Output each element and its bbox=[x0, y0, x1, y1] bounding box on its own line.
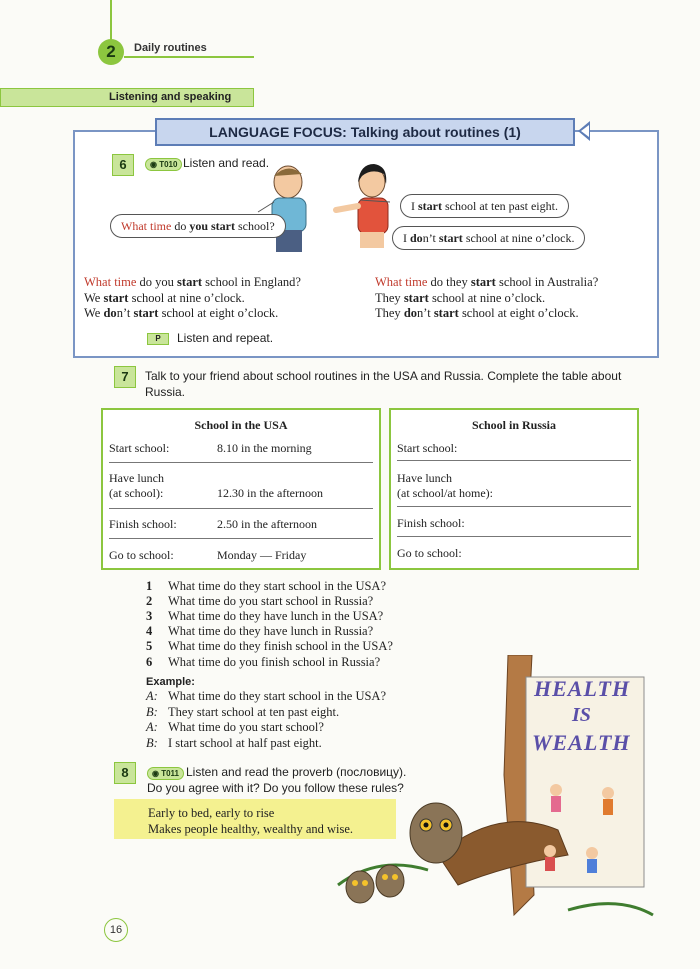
usa-row-divider-1 bbox=[109, 462, 373, 463]
table-russia-title: School in Russia bbox=[471, 418, 557, 432]
right-dialogue bbox=[375, 275, 598, 322]
russia-lunch-label bbox=[397, 471, 493, 501]
question-3 bbox=[146, 609, 383, 624]
russia-row-divider-3[interactable] bbox=[397, 536, 631, 537]
bubble-answer-2-start: start bbox=[438, 231, 463, 245]
example-line-4-text: I start school at half past eight. bbox=[168, 736, 322, 750]
left-line-3-e: school at eight o’clock. bbox=[158, 306, 279, 320]
exercise-6-number: 6 bbox=[112, 154, 134, 176]
usa-finish-value: 2.50 in the afternoon bbox=[217, 517, 317, 531]
right-line-3-d: start bbox=[433, 306, 459, 320]
right-line-1-a: What time bbox=[375, 275, 428, 289]
exercise-8-instruction-2: Do you agree with it? Do you follow these rules? bbox=[147, 781, 404, 795]
question-1-text: What time do they start school in the USA? bbox=[168, 579, 387, 593]
example-line-1-speaker: A: bbox=[146, 689, 158, 703]
left-line-2-a: We bbox=[84, 290, 104, 305]
russia-lunch-label-2: (at school/at home): bbox=[397, 486, 493, 500]
question-4 bbox=[146, 624, 373, 639]
question-6-text: What time do you finish school in Russia? bbox=[168, 655, 381, 669]
exercise-8-number: 8 bbox=[114, 762, 136, 784]
example-line-3-speaker: A: bbox=[146, 720, 158, 734]
poster-line-3: WEALTH bbox=[532, 730, 631, 755]
bubble-question-you: you bbox=[189, 219, 212, 233]
left-line-1-c: start bbox=[177, 275, 203, 289]
usa-lunch-value: 12.30 in the afternoon bbox=[217, 486, 323, 500]
right-line-2-c: school at nine o’clock. bbox=[428, 290, 546, 305]
p-badge: P bbox=[147, 333, 169, 345]
unit-number-badge: 2 bbox=[98, 39, 124, 65]
cd-track-badge[interactable]: ◉ T010 bbox=[145, 158, 182, 171]
proverb-line-1: Early to bed, early to rise bbox=[148, 806, 275, 820]
question-1 bbox=[146, 579, 386, 594]
left-line-3-b: do bbox=[103, 306, 117, 320]
russia-lunch-label-1: Have lunch bbox=[397, 471, 452, 485]
example-line-2-speaker: B: bbox=[146, 705, 158, 719]
right-line-2-a: They bbox=[375, 290, 404, 305]
bubble-question bbox=[110, 214, 286, 238]
example-line-2-text: They start school at ten past eight. bbox=[168, 705, 340, 719]
example-line-1-text: What time do they start school in the USA? bbox=[168, 689, 387, 703]
page-number: 16 bbox=[104, 918, 128, 942]
left-line-3-a: We bbox=[84, 306, 104, 320]
example-label: Example: bbox=[146, 676, 195, 688]
poster-line-2: IS bbox=[572, 704, 591, 726]
russia-finish-label: Finish school: bbox=[397, 516, 465, 530]
example-line-2 bbox=[146, 705, 339, 720]
right-line-3-a: They bbox=[375, 306, 404, 320]
right-line-1 bbox=[375, 275, 598, 291]
unit-title: Daily routines bbox=[134, 42, 207, 54]
right-line-3-b: do bbox=[403, 306, 418, 320]
proverb-line-2: Makes people healthy, wealthy and wise. bbox=[148, 822, 354, 836]
banner-arrow-inner bbox=[581, 125, 589, 137]
bubble-answer-2-rest: school at nine o’clock. bbox=[462, 231, 575, 245]
usa-start-label: Start school: bbox=[109, 441, 170, 455]
russia-go-label: Go to school: bbox=[397, 546, 462, 560]
exercise-7-instruction bbox=[145, 368, 665, 400]
table-usa-title: School in the USA bbox=[194, 418, 288, 432]
cd-track-badge-2[interactable]: ◉ T011 bbox=[147, 767, 184, 780]
bubble-answer-2-i: I bbox=[403, 231, 410, 245]
question-6-number: 6 bbox=[146, 655, 153, 669]
russia-row-divider-2[interactable] bbox=[397, 506, 631, 507]
section-bar bbox=[0, 88, 254, 107]
question-4-number: 4 bbox=[146, 624, 153, 638]
bubble-answer-2-do: do bbox=[410, 231, 423, 245]
right-line-1-c: start bbox=[470, 275, 496, 289]
cd-track-label-2: T011 bbox=[161, 769, 179, 778]
left-line-1-a: What time bbox=[84, 275, 137, 289]
language-focus-title: LANGUAGE FOCUS: Talking about routines (1) bbox=[155, 118, 575, 146]
right-line-2 bbox=[375, 291, 598, 307]
bubble-answer-1-start: start bbox=[418, 199, 442, 213]
right-line-1-d: school in Australia? bbox=[495, 275, 599, 289]
usa-row-divider-3 bbox=[109, 538, 373, 539]
repeat-instruction: Listen and repeat. bbox=[177, 331, 274, 345]
unit-title-rule bbox=[124, 56, 254, 58]
bubble-answer-2 bbox=[392, 226, 585, 250]
exercise-7-instruction-line-2: Russia. bbox=[145, 385, 186, 399]
section-title: Listening and speaking bbox=[109, 91, 232, 103]
table-usa bbox=[101, 408, 381, 570]
right-line-3-e: school at eight o’clock. bbox=[458, 306, 579, 320]
right-line-1-b: do they bbox=[427, 275, 471, 289]
unit-vertical-rule bbox=[110, 0, 112, 40]
question-5 bbox=[146, 639, 393, 654]
left-line-2-b: start bbox=[103, 290, 129, 305]
bubble-question-do: do bbox=[171, 219, 190, 233]
usa-start-value: 8.10 in the morning bbox=[217, 441, 312, 455]
usa-lunch-label bbox=[109, 471, 164, 501]
usa-lunch-label-1: Have lunch bbox=[109, 471, 164, 485]
russia-row-divider-1[interactable] bbox=[397, 460, 631, 461]
cd-track-label: T010 bbox=[159, 160, 178, 169]
banner-connector bbox=[590, 130, 656, 132]
question-5-number: 5 bbox=[146, 639, 153, 653]
bubble-question-start: start bbox=[211, 219, 236, 233]
right-line-3 bbox=[375, 306, 598, 322]
bubble-question-rest: school? bbox=[235, 219, 275, 233]
left-line-1-d: school in England? bbox=[202, 275, 301, 289]
example-line-3 bbox=[146, 720, 324, 735]
bubble-answer-1 bbox=[400, 194, 569, 218]
question-2-text: What time do you start school in Russia? bbox=[168, 594, 374, 608]
exercise-8-instruction-1: Listen and read the proverb (пословицу). bbox=[186, 765, 407, 779]
usa-go-label: Go to school: bbox=[109, 548, 174, 562]
bubble-answer-1-i: I bbox=[411, 199, 418, 213]
question-1-number: 1 bbox=[146, 579, 153, 593]
bubble-question-what-time: What time bbox=[121, 219, 172, 233]
left-line-2-c: school at nine o’clock. bbox=[128, 290, 245, 305]
left-line-1 bbox=[84, 275, 301, 291]
question-2-number: 2 bbox=[146, 594, 153, 608]
usa-finish-label: Finish school: bbox=[109, 517, 177, 531]
question-3-number: 3 bbox=[146, 609, 153, 623]
example-line-3-text: What time do you start school? bbox=[168, 720, 324, 734]
table-russia bbox=[389, 408, 639, 570]
right-line-3-c: n’t bbox=[417, 306, 434, 320]
children-talking-illustration bbox=[250, 160, 400, 260]
question-2 bbox=[146, 594, 373, 609]
left-line-1-b: do you bbox=[136, 275, 178, 289]
left-line-3 bbox=[84, 306, 301, 322]
bubble-answer-2-nt: n’t bbox=[422, 231, 439, 245]
question-3-text: What time do they have lunch in the USA? bbox=[168, 609, 384, 623]
poster-line-1: HEALTH bbox=[534, 676, 631, 701]
left-dialogue bbox=[84, 275, 301, 322]
bubble-answer-1-rest: school at ten past eight. bbox=[442, 199, 558, 213]
usa-row-divider-2 bbox=[109, 508, 373, 509]
left-line-3-c: n’t bbox=[116, 306, 134, 320]
example-line-4-speaker: B: bbox=[146, 736, 158, 750]
exercise-7-number: 7 bbox=[114, 366, 136, 388]
left-line-3-d: start bbox=[133, 306, 159, 320]
usa-go-value: Monday — Friday bbox=[217, 548, 307, 562]
usa-lunch-label-2: (at school): bbox=[109, 486, 164, 500]
question-5-text: What time do they finish school in the USA? bbox=[168, 639, 393, 653]
question-4-text: What time do they have lunch in Russia? bbox=[168, 624, 374, 638]
left-line-2 bbox=[84, 291, 301, 307]
right-line-2-b: start bbox=[403, 290, 429, 305]
exercise-6-instruction: Listen and read. bbox=[183, 156, 270, 170]
example-line-4 bbox=[146, 736, 322, 751]
russia-start-label: Start school: bbox=[397, 441, 458, 455]
exercise-7-instruction-line-1: Talk to your friend about school routines in the USA and Russia. Complete the table about bbox=[145, 369, 622, 383]
